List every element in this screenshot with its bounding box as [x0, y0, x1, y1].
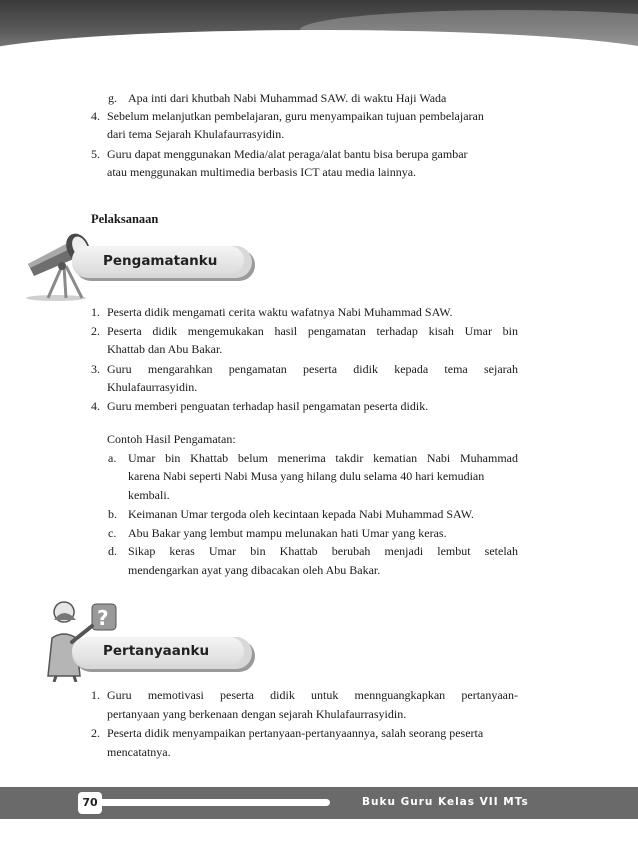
question-label: Pertanyaanku	[103, 643, 210, 659]
question-mark-icon	[92, 604, 116, 630]
intro-item-5-line-1: Guru dapat menggunakan Media/alat peraga/alat bantu bisa berupa gambar	[107, 147, 468, 161]
observe-item-3-line-2: Khulafaurrasyidin.	[107, 380, 198, 394]
observe-item-2-line-1: Peserta didik mengemukakan hasil pengamatan terhadap kisah Umar bin	[107, 324, 518, 338]
observe-item-2-line-2: Khattab dan Abu Bakar.	[107, 342, 223, 356]
question-item-2-line-1: Peserta didik menyampaikan pertanyaan-pertanyaannya, salah seorang peserta	[107, 726, 484, 740]
list-number: 4.	[91, 399, 100, 413]
example-a-line-2: karena Nabi seperti Nabi Musa yang hilang dulu selama 40 hari kemudian	[128, 469, 485, 483]
example-a-line-1: Umar bin Khattab belum menerima takdir kematian Nabi Muhammad	[128, 451, 518, 465]
example-d-line-1: Sikap keras Umar bin Khattab berubah menjadi lembut setelah	[128, 544, 518, 558]
question-item-1-line-1: Guru memotivasi peserta didik untuk mennguangkapkan pertanyaan-	[107, 688, 518, 702]
list-number: 4.	[91, 109, 100, 123]
list-letter: d.	[108, 544, 117, 558]
list-number: 1.	[91, 688, 100, 702]
question-item-2-line-2: mencatatnya.	[107, 745, 171, 759]
list-number: 1.	[91, 305, 100, 319]
observation-label: Pengamatanku	[103, 253, 218, 269]
list-number: 2.	[91, 324, 100, 338]
list-letter: g.	[108, 91, 117, 105]
example-d-line-2: mendengarkan ayat yang dibacakan oleh Abu Bakar.	[128, 563, 381, 577]
example-a-line-3: kembali.	[128, 488, 170, 502]
list-number: 2.	[91, 726, 100, 740]
svg-text:?: ?	[97, 606, 109, 630]
page-number: 70	[78, 792, 102, 814]
intro-item-g: Apa inti dari khutbah Nabi Muhammad SAW. di waktu Haji Wada	[128, 91, 447, 105]
header-band	[0, 0, 638, 58]
observe-item-4: Guru memberi penguatan terhadap hasil pengamatan peserta didik.	[107, 399, 429, 413]
list-letter: a.	[108, 451, 117, 465]
list-letter: c.	[108, 526, 117, 540]
list-letter: b.	[108, 507, 117, 521]
intro-item-4-line-1: Sebelum melanjutkan pembelajaran, guru menyampaikan tujuan pembelajaran	[107, 109, 484, 123]
example-b: Keimanan Umar tergoda oleh kecintaan kepada Nabi Muhammad SAW.	[128, 507, 474, 521]
section-heading: Pelaksanaan	[91, 212, 159, 226]
observe-item-3-line-1: Guru mengarahkan pengamatan peserta didik kepada tema sejarah	[107, 362, 518, 376]
question-item-1-line-2: pertanyaan yang berkenaan dengan sejarah Khulafaurrasyidin.	[107, 707, 407, 721]
observe-item-1: Peserta didik mengamati cerita waktu wafatnya Nabi Muhammad SAW.	[107, 305, 453, 319]
example-c: Abu Bakar yang lembut mampu melunakan hati Umar yang keras.	[128, 526, 447, 540]
example-title: Contoh Hasil Pengamatan:	[107, 432, 236, 446]
footer-rule	[92, 799, 330, 806]
list-number: 3.	[91, 362, 100, 376]
intro-item-4-line-2: dari tema Sejarah Khulafaurrasyidin.	[107, 127, 285, 141]
intro-item-5-line-2: atau menggunakan multimedia berbasis ICT atau media lainnya.	[107, 165, 417, 179]
list-number: 5.	[91, 147, 100, 161]
book-title: Buku Guru Kelas VII MTs	[362, 796, 529, 808]
